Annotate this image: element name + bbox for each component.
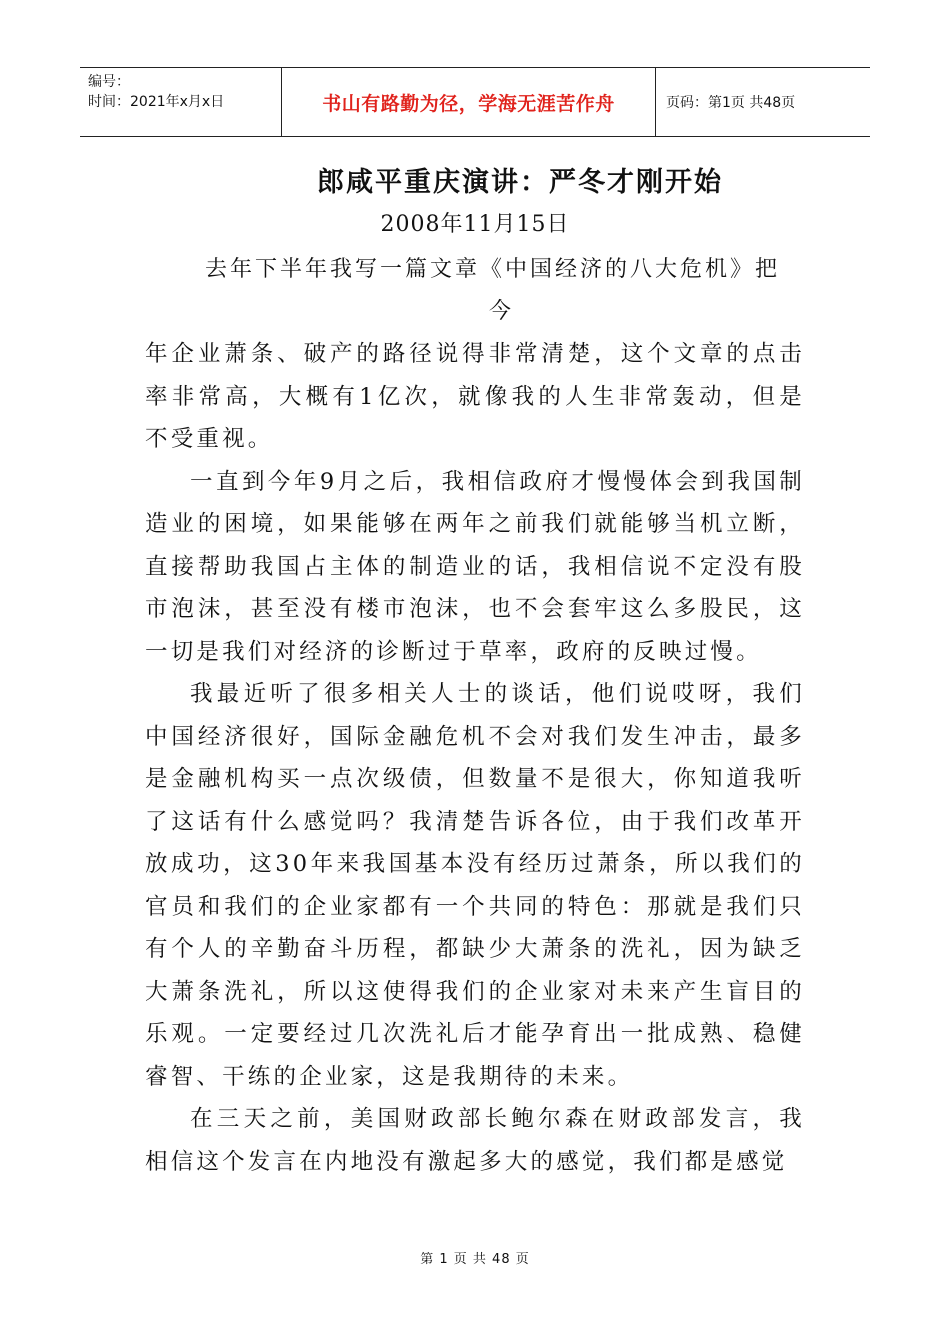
- paragraph: 在三天之前，美国财政部长鲍尔森在财政部发言，我相信这个发言在内地没有激起多大的感觉，我们都是感觉: [145, 1106, 805, 1175]
- page-info: 页码：第1页 共48页: [666, 95, 796, 111]
- code-label: 编号：: [88, 74, 130, 90]
- paragraph: 一直到今年9月之后，我相信政府才慢慢体会到我国制造业的困境，如果能够在两年之前我们就能够当机立断，直接帮助我国占主体的制造业的话，我相信说不定没有股市泡沫，甚至没有楼市泡沫，也不会套牢这么多股民，这一切是我们对经济的诊断过于草率，政府的反映过慢。: [145, 468, 805, 665]
- paragraph: 年企业萧条、破产的路径说得非常清楚，这个文章的点击率非常高，大概有1亿次，就像我的人生非常轰动，但是不受重视。: [145, 341, 805, 452]
- document-date: 2008年11月15日: [380, 212, 570, 237]
- time-label: 时间：2021年x月x日: [88, 94, 225, 110]
- header-page-cell: [656, 68, 870, 136]
- body-text: [145, 333, 805, 1183]
- first-line: 去年下半年我写一篇文章《中国经济的八大危机》把: [205, 257, 781, 282]
- paragraph: 我最近听了很多相关人士的谈话，他们说哎呀，我们中国经济很好，国际金融危机不会对我们发生冲击，最多是金融机构买一点次级债，但数量不是很大，你知道我听了这话有什么感觉吗？我清楚告诉各位，由于我们改革开放成功，这30年来我国基本没有经历过萧条，所以我们的官员和我们的企业家都有一个共同的特色：那就是我们只有个人的辛勤奋斗历程，都缺少大萧条的洗礼，因为缺乏大萧条洗礼，所以这使得我们的企业家对未来产生盲目的乐观。一定要经过几次洗礼后才能孕育出一批成熟、稳健睿智、干练的企业家，这是我期待的未来。: [145, 681, 805, 1090]
- page-footer: 第 1 页 共 48 页: [420, 1252, 530, 1267]
- header-meta-cell: [80, 68, 282, 136]
- motto-text: 书山有路勤为径，学海无涯苦作舟: [322, 92, 615, 115]
- document-title: 郎咸平重庆演讲：严冬才刚开始: [317, 167, 723, 198]
- header-motto-cell: [282, 68, 656, 136]
- header-table: [80, 67, 870, 137]
- first-line-wrap: 今: [488, 299, 511, 324]
